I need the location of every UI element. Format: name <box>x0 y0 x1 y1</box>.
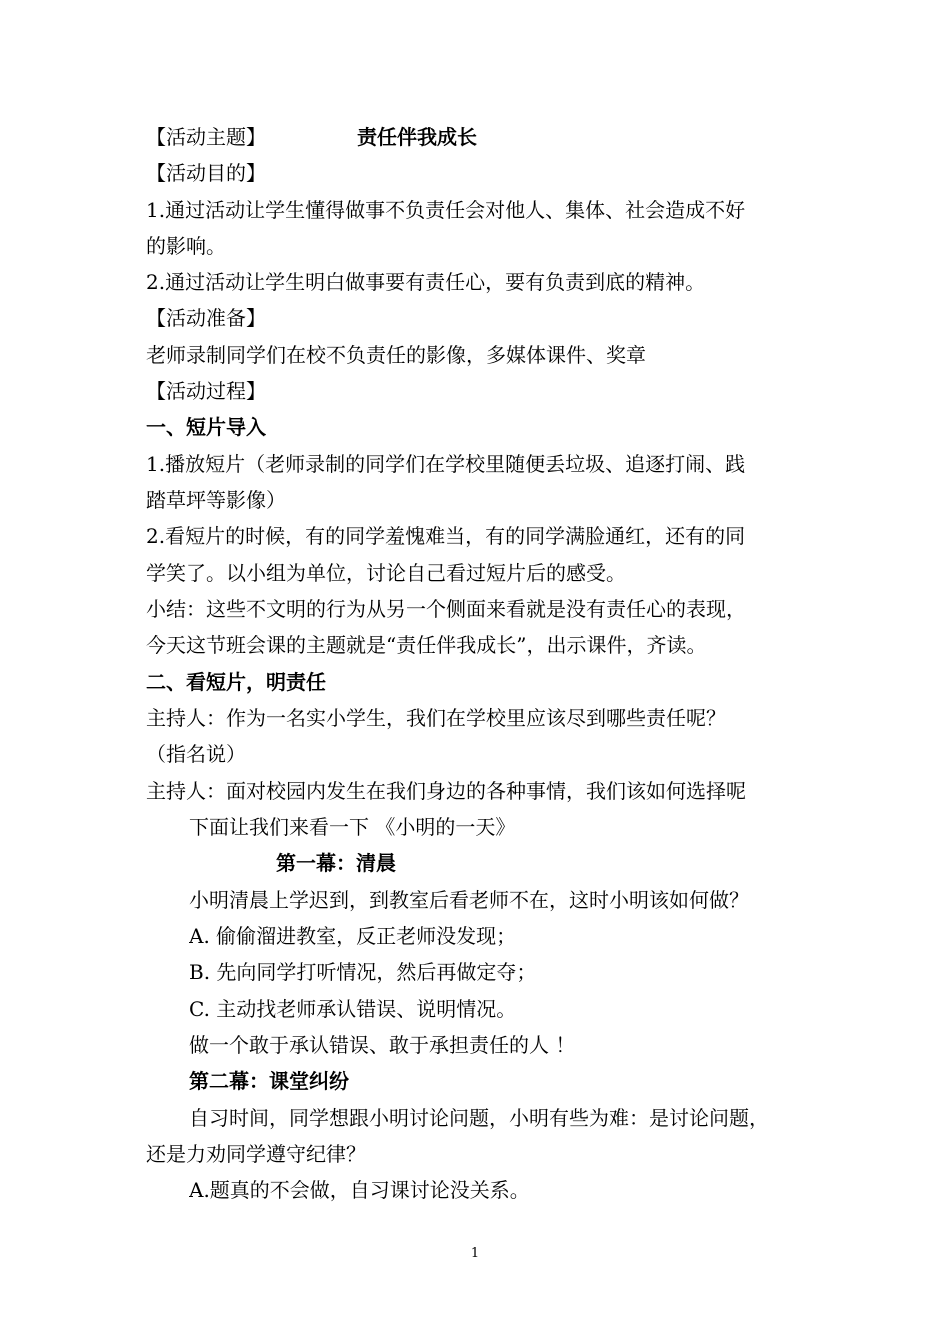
section-heading-purpose: 【活动目的】 <box>146 161 266 185</box>
paragraph-line: （指名说） <box>146 742 246 766</box>
paragraph-line: 做一个敢于承认错误、敢于承担责任的人 ！ <box>189 1033 576 1057</box>
option-a: A.题真的不会做，自习课讨论没关系。 <box>189 1178 530 1202</box>
theme-label: 【活动主题】 <box>146 125 266 149</box>
paragraph-line: 1.通过活动让学生懂得做事不负责任会对他人、集体、社会造成不好 <box>146 198 746 222</box>
paragraph-line: 学笑了。以小组为单位，讨论自己看过短片后的感受。 <box>146 561 626 585</box>
paragraph-line: 1.播放短片（老师录制的同学们在学校里随便丢垃圾、追逐打闹、践 <box>146 452 746 476</box>
paragraph-line: 2.看短片的时候，有的同学羞愧难当，有的同学满脸通红，还有的同 <box>146 524 746 548</box>
paragraph-line: 今天这节班会课的主题就是“责任伴我成长”，出示课件，齐读。 <box>146 633 707 657</box>
paragraph-line: 踏草坪等影像） <box>146 488 286 512</box>
paragraph-line: 还是力劝同学遵守纪律？ <box>146 1142 366 1166</box>
section-heading-process: 【活动过程】 <box>146 379 266 403</box>
page-number: 1 <box>470 1246 480 1261</box>
subheading-responsibility: 二、看短片，明责任 <box>146 670 326 694</box>
scene-heading-morning: 第一幕：清晨 <box>276 851 396 875</box>
subheading-short-film: 一、短片导入 <box>146 415 266 439</box>
option-b: B. 先向同学打听情况，然后再做定夺； <box>189 960 537 984</box>
paragraph-line: 下面让我们来看一下 《小明的一天》 <box>189 815 516 839</box>
option-c: C. 主动找老师承认错误、说明情况。 <box>189 997 517 1021</box>
scene-heading-classroom: 第二幕：课堂纠纷 <box>189 1069 349 1093</box>
paragraph-line: 2.通过活动让学生明白做事要有责任心，要有负责到底的精神。 <box>146 270 706 294</box>
paragraph-line: 主持人：面对校园内发生在我们身边的各种事情，我们该如何选择呢 <box>146 779 746 803</box>
section-heading-preparation: 【活动准备】 <box>146 306 266 330</box>
paragraph-line: 小明清晨上学迟到，到教室后看老师不在，这时小明该如何做？ <box>189 888 749 912</box>
paragraph-line: 的影响。 <box>146 234 226 258</box>
option-a: A. 偷偷溜进教室，反正老师没发现； <box>189 924 517 948</box>
paragraph-line: 老师录制同学们在校不负责任的影像，多媒体课件、奖章 <box>146 343 646 367</box>
paragraph-line: 自习时间，同学想跟小明讨论问题，小明有些为难：是讨论问题， <box>189 1106 769 1130</box>
document-title: 责任伴我成长 <box>357 125 477 149</box>
paragraph-line: 小结：这些不文明的行为从另一个侧面来看就是没有责任心的表现， <box>146 597 746 621</box>
paragraph-line: 主持人：作为一名实小学生，我们在学校里应该尽到哪些责任呢？ <box>146 706 726 730</box>
